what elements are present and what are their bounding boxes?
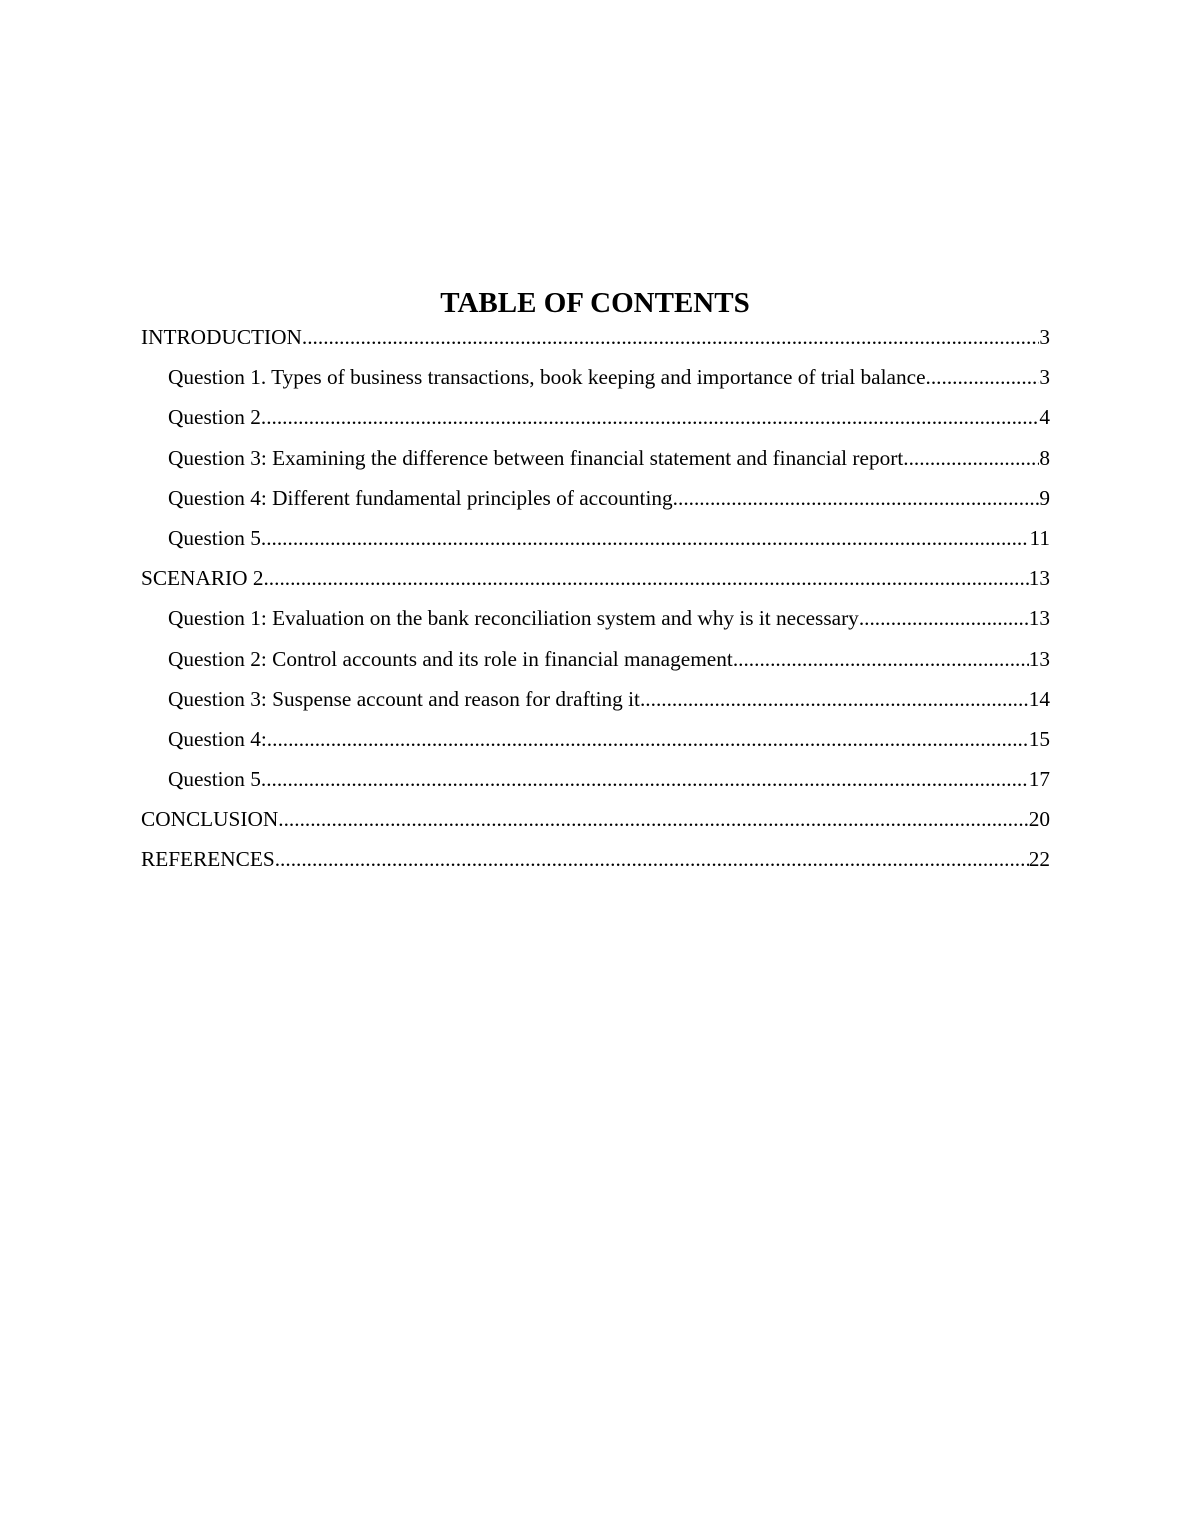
dot-leader — [673, 481, 1040, 515]
toc-entry-text: REFERENCES — [141, 847, 275, 872]
dot-leader — [278, 802, 1028, 836]
toc-entry-text: Question 4: — [168, 726, 267, 751]
toc-entry-page: 8 — [1039, 445, 1050, 470]
toc-entry-text: Question 2: Control accounts and its role in financial management — [168, 646, 733, 671]
toc-entry-page: 17 — [1028, 767, 1050, 792]
toc-entry-scenario-2-question-3[interactable] — [141, 682, 1050, 722]
toc-entry-scenario-2-question-2[interactable] — [141, 642, 1050, 682]
toc-entry-question-4[interactable] — [141, 481, 1050, 521]
toc-entry-question-1[interactable] — [141, 360, 1050, 400]
toc-entry-text: CONCLUSION — [141, 807, 279, 832]
toc-entry-scenario-2-question-1[interactable] — [141, 601, 1050, 641]
toc-entry-text: Question 1. Types of business transactions, book keeping and importance of trial balance — [168, 365, 926, 390]
dot-leader — [926, 360, 1040, 394]
toc-entry-scenario-2-question-4[interactable] — [141, 722, 1050, 762]
toc-entry-question-3[interactable] — [141, 441, 1050, 481]
dot-leader — [261, 521, 1030, 555]
dot-leader — [261, 762, 1029, 796]
dot-leader — [733, 642, 1029, 676]
toc-entry-conclusion[interactable] — [141, 802, 1050, 842]
toc-entry-text: Question 2 — [168, 405, 261, 430]
table-of-contents — [141, 320, 1050, 883]
toc-entry-text: SCENARIO 2 — [141, 566, 264, 591]
toc-entry-text: INTRODUCTION — [141, 325, 302, 349]
toc-entry-text: Question 3: Examining the difference between financial statement and financial report — [168, 445, 904, 470]
toc-entry-page: 20 — [1028, 807, 1050, 832]
toc-entry-page: 13 — [1028, 566, 1050, 591]
dot-leader — [859, 601, 1029, 635]
toc-entry-page: 3 — [1039, 325, 1050, 349]
toc-entry-page: 15 — [1028, 726, 1050, 751]
toc-entry-page: 3 — [1039, 365, 1050, 390]
toc-entry-page: 9 — [1039, 485, 1050, 510]
toc-entry-page: 13 — [1028, 646, 1050, 671]
toc-entry-page: 13 — [1028, 606, 1050, 631]
toc-entry-references[interactable] — [141, 842, 1050, 882]
dot-leader — [302, 320, 1039, 354]
toc-entry-page: 22 — [1028, 847, 1050, 872]
dot-leader — [267, 722, 1029, 756]
toc-entry-text: Question 5 — [168, 525, 261, 550]
dot-leader — [903, 441, 1039, 475]
toc-entry-question-2[interactable] — [141, 400, 1050, 440]
toc-entry-text: Question 1: Evaluation on the bank reconciliation system and why is it necessary — [168, 606, 859, 631]
dot-leader — [261, 400, 1039, 434]
dot-leader — [275, 842, 1029, 876]
toc-entry-page: 14 — [1028, 686, 1050, 711]
toc-title: TABLE OF CONTENTS — [440, 287, 750, 319]
toc-entry-text: Question 4: Different fundamental principles of accounting — [168, 485, 673, 510]
toc-entry-text: Question 5 — [168, 767, 261, 792]
dot-leader — [640, 682, 1029, 716]
toc-entry-page: 11 — [1029, 525, 1050, 550]
toc-entry-scenario-2[interactable] — [141, 561, 1050, 601]
toc-entry-text: Question 3: Suspense account and reason for drafting it — [168, 686, 640, 711]
toc-entry-introduction[interactable] — [141, 320, 1050, 360]
toc-entry-scenario-2-question-5[interactable] — [141, 762, 1050, 802]
toc-entry-question-5[interactable] — [141, 521, 1050, 561]
toc-entry-page: 4 — [1039, 405, 1050, 430]
dot-leader — [263, 561, 1028, 595]
